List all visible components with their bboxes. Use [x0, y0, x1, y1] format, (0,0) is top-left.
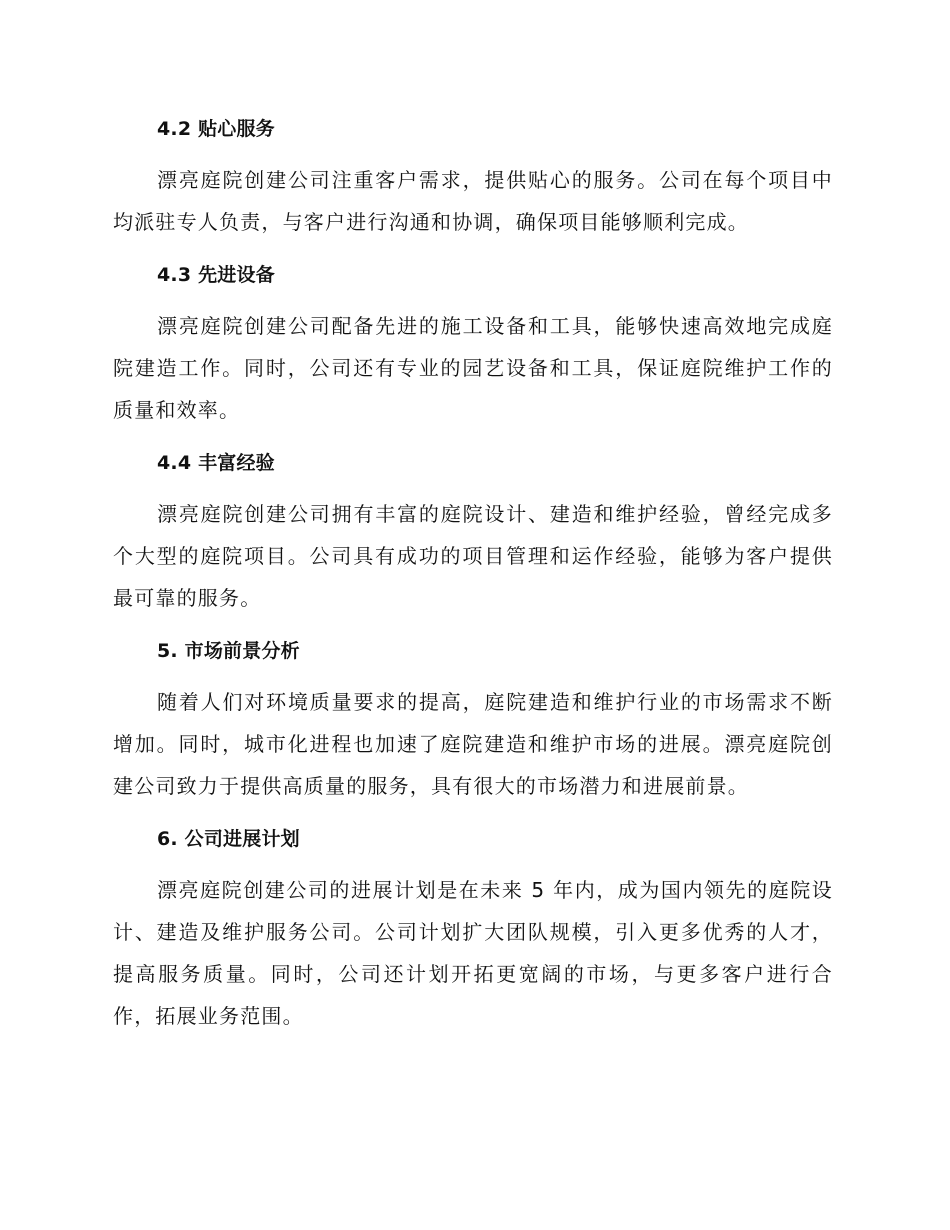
section-4-2	[113, 108, 833, 243]
section-paragraph: 漂亮庭院创建公司注重客户需求，提供贴心的服务。公司在每个项目中均派驻专人负责，与客户进行沟通和协调，确保项目能够顺利完成。	[113, 168, 833, 234]
section-6	[113, 818, 833, 1037]
section-paragraph: 随着人们对环境质量要求的提高，庭院建造和维护行业的市场需求不断增加。同时，城市化进程也加速了庭院建造和维护市场的进展。漂亮庭院创建公司致力于提供高质量的服务，具有很大的市场潜力和进展前景。	[113, 690, 833, 798]
document-body	[113, 108, 833, 1048]
section-heading: 4.2 贴心服务	[157, 118, 275, 140]
section-paragraph: 漂亮庭院创建公司拥有丰富的庭院设计、建造和维护经验，曾经完成多个大型的庭院项目。公司具有成功的项目管理和运作经验，能够为客户提供最可靠的服务。	[113, 502, 833, 610]
section-4-3	[113, 254, 833, 431]
section-heading: 5. 市场前景分析	[157, 640, 300, 662]
section-heading: 4.4 丰富经验	[157, 452, 275, 474]
section-4-4	[113, 442, 833, 619]
section-paragraph: 漂亮庭院创建公司配备先进的施工设备和工具，能够快速高效地完成庭院建造工作。同时，公司还有专业的园艺设备和工具，保证庭院维护工作的质量和效率。	[113, 314, 833, 422]
section-heading: 4.3 先进设备	[157, 264, 275, 286]
section-heading: 6. 公司进展计划	[157, 828, 300, 850]
section-5	[113, 630, 833, 807]
section-paragraph: 漂亮庭院创建公司的进展计划是在未来 5 年内，成为国内领先的庭院设计、建造及维护服务公司。公司计划扩大团队规模，引入更多优秀的人才，提高服务质量。同时，公司还计划开拓更宽阔的市场，与更多客户进行合作，拓展业务范围。	[113, 878, 833, 1028]
